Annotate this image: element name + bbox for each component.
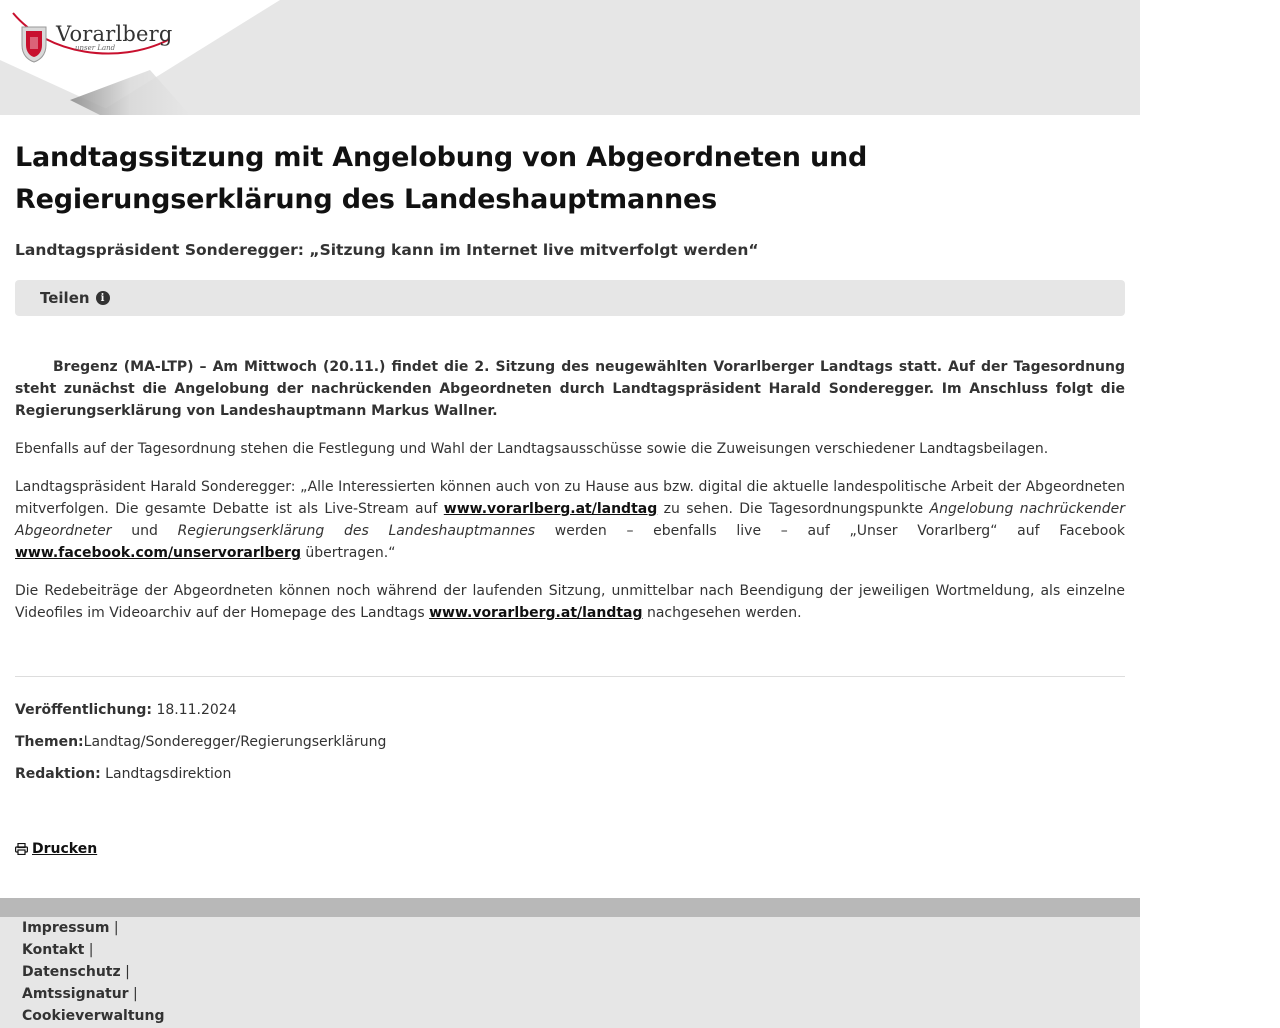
logo-tagline: unser Land — [75, 44, 116, 52]
meta-label: Themen: — [15, 734, 84, 750]
meta-published — [15, 699, 1125, 721]
footer-item — [22, 917, 1140, 939]
footer-separator: | — [128, 986, 138, 1002]
article-content — [15, 115, 1125, 859]
site-footer — [0, 917, 1140, 1028]
print-label: Drucken — [32, 841, 98, 857]
article-paragraph-3 — [15, 580, 1125, 624]
footer-item — [22, 1005, 1140, 1027]
footer-separator: | — [84, 942, 94, 958]
article-paragraph-2 — [15, 476, 1125, 564]
emphasis-text: Regierungserklärung des Landeshauptmannes — [177, 523, 536, 539]
footer-link-kontakt[interactable]: Kontakt — [22, 942, 85, 958]
meta-value: Landtag/Sonderegger/Regierungserklärung — [83, 734, 387, 750]
meta-label: Redaktion: — [15, 766, 101, 782]
footer-links — [0, 917, 1140, 1027]
meta-editor — [15, 763, 1125, 785]
footer-separator: | — [109, 920, 119, 936]
article-title: Landtagssitzung mit Angelobung von Abgeordneten und Regierungserklärung des Landeshauptmannes — [15, 142, 868, 215]
meta-value: 18.11.2024 — [152, 702, 237, 718]
emphasis-text: Angelobung nachrückender Abgeordneter — [15, 501, 1126, 539]
footer-bar — [0, 898, 1140, 917]
article-subtitle: Landtagspräsident Sonderegger: „Sitzung kann im Internet live mitverfolgt werden“ — [15, 241, 759, 259]
site-logo[interactable] — [8, 10, 173, 66]
meta-topics — [15, 731, 1125, 753]
share-bar — [15, 280, 1125, 316]
footer-link-amtssignatur[interactable]: Amtssignatur — [22, 986, 129, 1002]
logo-wordmark: Vorarlberg — [56, 22, 173, 46]
landtag-link[interactable]: www.vorarlberg.at/landtag — [429, 605, 643, 621]
footer-separator: | — [120, 964, 130, 980]
footer-link-impressum[interactable]: Impressum — [22, 920, 110, 936]
text-segment: übertragen.“ — [300, 545, 396, 561]
footer-link-datenschutz[interactable]: Datenschutz — [22, 964, 121, 980]
text-segment: werden – ebenfalls live – auf „Unser Vorarlberg“ auf Facebook — [535, 523, 1125, 539]
text-segment: nachgesehen werden. — [642, 605, 802, 621]
meta-value: Landtagsdirektion — [100, 766, 232, 782]
article-lead: Bregenz (MA-LTP) – Am Mittwoch (20.11.) findet die 2. Sitzung des neugewählten Vorarlberger Landtags statt. Auf der Tagesordnung steht zunächst die Angelobung der nachrückenden Abgeordneten durch Landtagspräsident Harald Sonderegger. Im Anschluss folgt die Regierungserklärung von Landeshauptmann Markus Wallner. — [15, 359, 1125, 419]
facebook-link[interactable]: www.facebook.com/unservorarlberg — [15, 545, 301, 561]
text-segment: zu sehen. Die Tagesordnungspunkte — [657, 501, 930, 517]
article-meta — [15, 699, 1125, 785]
landtag-link[interactable]: www.vorarlberg.at/landtag — [443, 501, 658, 517]
info-icon[interactable]: i — [96, 291, 110, 305]
divider — [15, 676, 1125, 677]
footer-item — [22, 939, 1140, 961]
share-button[interactable] — [40, 289, 110, 307]
printer-icon — [15, 843, 28, 855]
text-segment: und — [111, 523, 178, 539]
text-segment: Die Redebeiträge der Abgeordneten können noch während der laufenden Sitzung, unmittelbar nach Beendigung der jeweiligen Wortmeldung, als einzelne Videofiles im Videoarchiv auf der Homepage des Landtags — [15, 583, 1125, 621]
print-button[interactable] — [15, 841, 97, 857]
footer-item — [22, 961, 1140, 983]
meta-label: Veröffentlichung: — [15, 702, 152, 718]
footer-item — [22, 983, 1140, 1005]
site-header — [0, 0, 1140, 115]
text-segment: Landtagspräsident Harald Sonderegger: „Alle Interessierten können auch von zu Hause aus bzw. digital die aktuelle landespolitische Arbeit der Abgeordneten mitverfolgen. Die gesamte Debatte ist als Live-Stream auf — [15, 479, 1125, 517]
article-paragraph-1: Ebenfalls auf der Tagesordnung stehen die Festlegung und Wahl der Landtagsausschüsse sowie die Zuweisungen verschiedener Landtagsbeilagen. — [15, 441, 1049, 457]
footer-link-cookieverwaltung[interactable]: Cookieverwaltung — [22, 1008, 165, 1024]
share-label: Teilen — [40, 289, 90, 307]
